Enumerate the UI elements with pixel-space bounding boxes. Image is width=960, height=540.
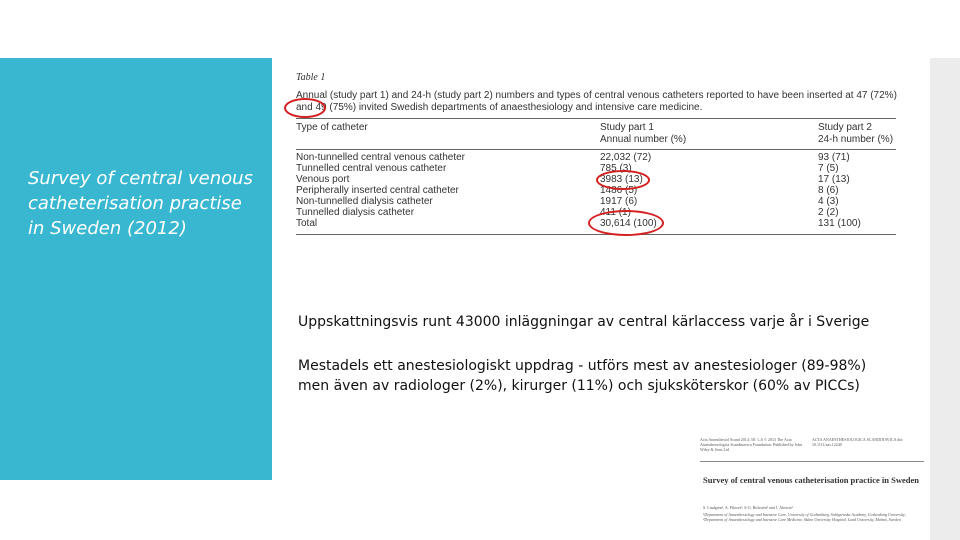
cell-type: Peripherally inserted central catheter	[296, 185, 459, 196]
cell-part2: 2 (2)	[818, 207, 839, 218]
table-bottom-rule	[296, 234, 896, 235]
paper-title: Survey of central venous catheterisation practice in Sweden	[703, 475, 920, 485]
cell-part1: 3983 (13)	[600, 174, 643, 185]
body-paragraph-operators: Mestadels ett anestesiologiskt uppdrag - utförs mest av anestesiologer (89-98%) men även av radiologer (2%), kirurger (11%) och sjuksköterskor (60% av PICCs)	[298, 358, 867, 394]
header-part1-line1: Study part 1	[600, 122, 654, 133]
paper-authors: S. Lindgren¹, A. Pikwer², S-G. Ricksten³ and J. Åkeson²	[703, 505, 793, 510]
body-paragraph-estimate: Uppskattningsvis runt 43000 inläggningar av central kärlaccess varje år i Sverige	[298, 314, 870, 330]
table-row	[296, 185, 898, 196]
cell-part2: 93 (71)	[818, 152, 850, 163]
cell-part1: 30,614 (100)	[600, 218, 657, 229]
table-row	[296, 152, 898, 163]
highlight-circle-total	[588, 210, 664, 236]
cell-type: Venous port	[296, 174, 350, 185]
cell-part2: 131 (100)	[818, 218, 861, 229]
cell-type: Non-tunnelled dialysis catheter	[296, 196, 433, 207]
cell-part1: 411 (1)	[600, 207, 631, 218]
header-type: Type of catheter	[296, 122, 368, 133]
header-part1-line2: Annual number (%)	[600, 134, 687, 145]
right-edge-strip	[930, 58, 960, 540]
cell-part1: 785 (3)	[600, 163, 632, 174]
highlight-circle-venous-port	[596, 170, 650, 190]
cell-part2: 4 (3)	[818, 196, 839, 207]
table-figure	[296, 70, 898, 240]
table-header-rule	[296, 149, 896, 150]
cell-type: Total	[296, 218, 318, 229]
paper-journal-meta: Acta Anaesthesiol Scand 2014; 58: 1–6 © 2013 The Acta Anaesthesiologica Scandinavica Foundation. Published by John Wiley & Sons Ltd	[700, 437, 803, 452]
paper-doi-meta: ACTA ANAESTHESIOLOGICA SCANDINAVICA doi: 10.1111/aas.12240	[812, 437, 904, 447]
cell-type: Tunnelled dialysis catheter	[296, 207, 415, 218]
table-top-rule	[296, 118, 896, 119]
cell-part2: 7 (5)	[818, 163, 839, 174]
cell-type: Tunnelled central venous catheter	[296, 163, 447, 174]
paper-affiliation: ¹Department of Anaesthesiology and Intensive Care, University of Gothenburg, Sahlgrenska Academy, Gothenburg University; ²Department of Anaesthesiology and Intensive Care Medicine, Skåne University Hospital, Lund University, Malmö, Sweden	[703, 512, 906, 522]
cell-part2: 17 (13)	[818, 174, 850, 185]
cell-type: Non-tunnelled central venous catheter	[296, 152, 465, 163]
cell-part1: 1917 (6)	[600, 196, 638, 207]
table-label: Table 1	[296, 72, 326, 83]
table-row	[296, 196, 898, 207]
cell-part2: 8 (6)	[818, 185, 839, 196]
paper-divider	[700, 461, 924, 462]
header-part2-line2: 24-h number (%)	[818, 134, 894, 145]
cell-part1: 1486 (5)	[600, 185, 638, 196]
title-panel	[0, 58, 272, 480]
table-caption: Annual (study part 1) and 24-h (study part 2) numbers and types of central venous catheters reported to have been inserted at 47 (72%) and 49 (75%) invited Swedish departments of anaesthesiology and intensive care medicine.	[296, 90, 897, 113]
slide-title: Survey of central venous catheterisation practise in Sweden (2012)	[28, 168, 253, 239]
cell-part1: 22,032 (72)	[600, 152, 652, 163]
header-part2-line1: Study part 2	[818, 122, 872, 133]
table-row	[296, 163, 898, 174]
highlight-circle-72pct	[284, 98, 326, 118]
paper-thumbnail	[700, 435, 930, 540]
